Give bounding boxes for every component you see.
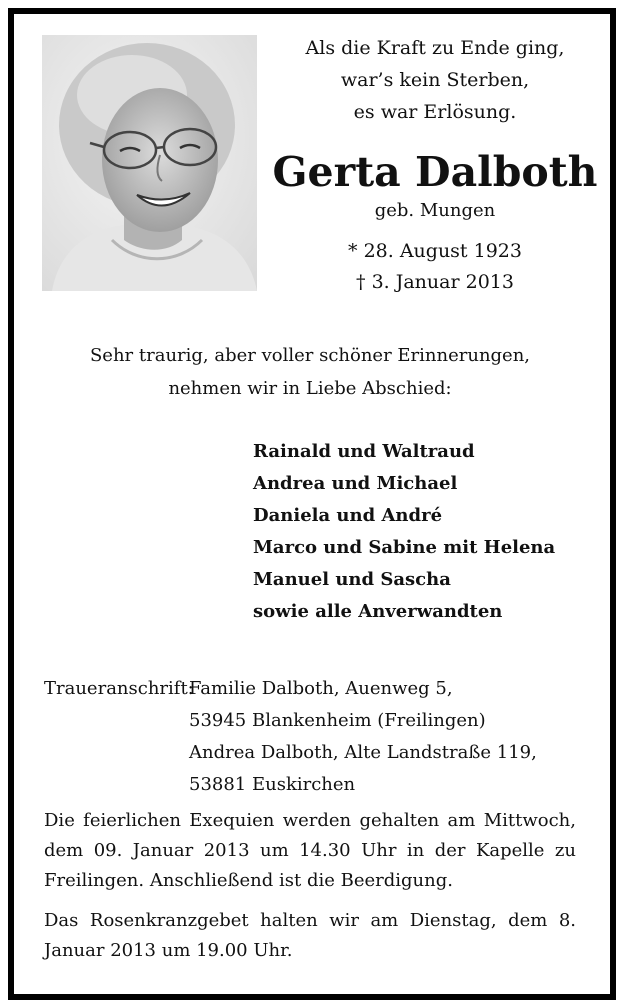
mourner: Manuel und Sascha <box>253 569 451 590</box>
address-label: Traueranschrift: <box>44 678 194 699</box>
verse-line: es war Erlösung. <box>353 101 517 123</box>
address-line: 53945 Blankenheim (Freilingen) <box>189 710 486 731</box>
mourner: Rainald und Waltraud <box>253 441 475 462</box>
mourner: Andrea und Michael <box>253 473 458 494</box>
address-line: 53881 Euskirchen <box>189 774 356 795</box>
service-notice: Die feierlichen Exequien werden gehalten am Mittwoch, dem 09. Januar 2013 um 14.30 Uhr in der Kapelle zu Freilingen. Anschließend ist die Beerdigung. <box>44 810 576 891</box>
memorial-verse <box>270 32 600 128</box>
mourner: Daniela und André <box>253 505 443 526</box>
death-date: † 3. Januar 2013 <box>356 271 514 293</box>
intro-line: Sehr traurig, aber voller schöner Erinnerungen, <box>89 345 531 366</box>
deceased-name: Gerta Dalboth <box>272 148 598 196</box>
intro-line: nehmen wir in Liebe Abschied: <box>168 378 452 399</box>
mourner: sowie alle Anverwandten <box>253 601 503 622</box>
verse-line: war’s kein Sterben, <box>340 69 530 91</box>
portrait-photo <box>42 35 257 291</box>
farewell-intro <box>20 339 600 405</box>
life-dates <box>270 236 600 298</box>
verse-line: Als die Kraft zu Ende ging, <box>305 37 565 59</box>
address-line: Familie Dalboth, Auenweg 5, <box>189 678 453 699</box>
address-line: Andrea Dalboth, Alte Landstraße 119, <box>189 742 537 763</box>
mourners-list <box>253 436 555 628</box>
rosary-notice: Das Rosenkranzgebet halten wir am Dienstag, dem 8. Januar 2013 um 19.00 Uhr. <box>44 910 576 961</box>
address-lines <box>189 673 537 801</box>
birth-date: * 28. August 1923 <box>348 240 522 262</box>
mourner: Marco und Sabine mit Helena <box>253 537 556 558</box>
maiden-name: geb. Mungen <box>374 200 496 221</box>
